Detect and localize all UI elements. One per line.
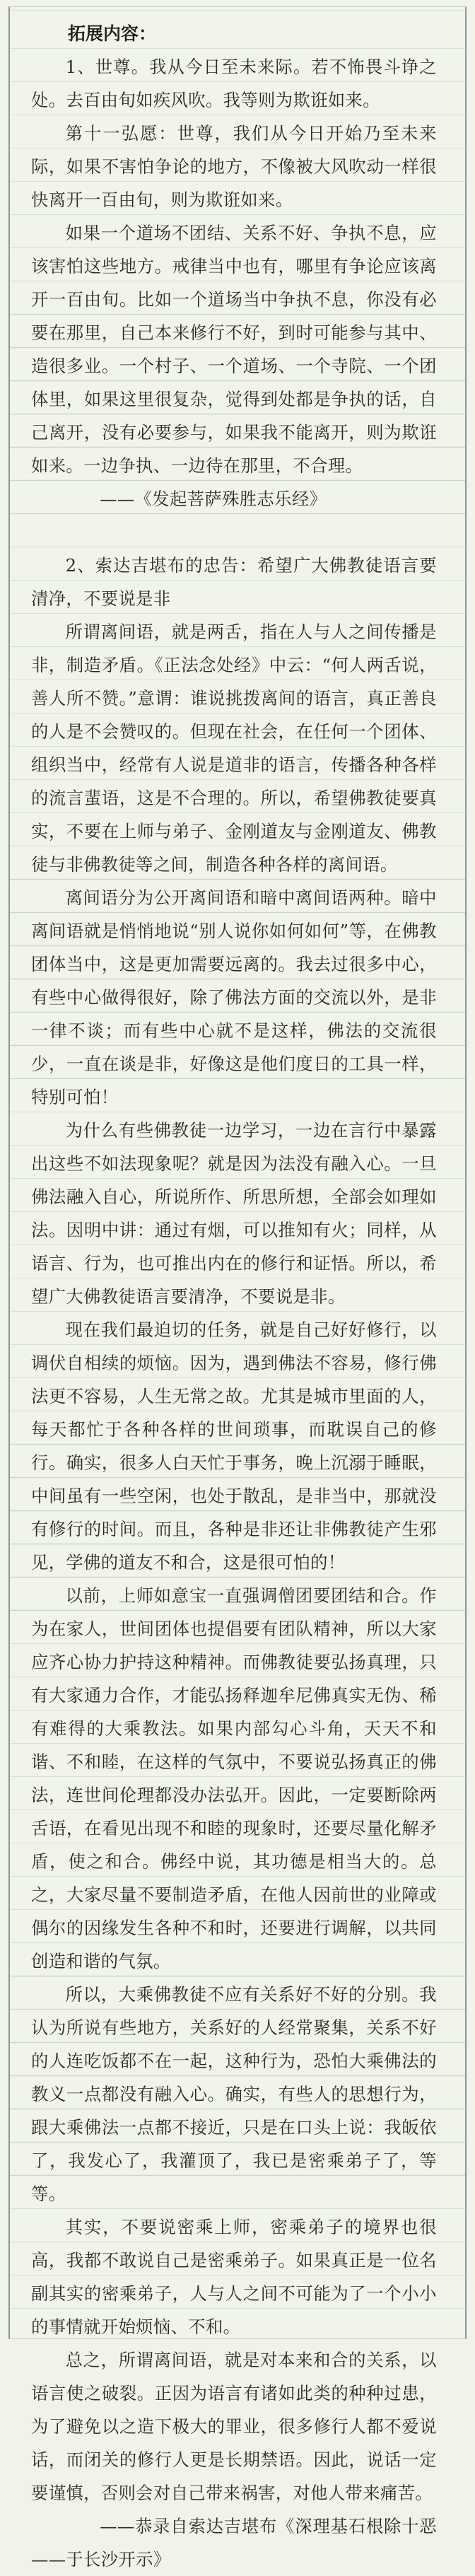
paragraph-dharma-mind: 为什么有些佛教徒一边学习，一边在言行中暴露出这些不如法现象呢？就是因为法没有融入心。一旦佛法融入自心，所说所作、所思所想，全部会如理如法。因明中讲：通过有烟，可以推知有火；同样，从语言、行为，也可推出内在的修行和证悟。所以，希望广大佛教徒语言要清净，不要说是非。 [31, 1120, 437, 1307]
document-page [8, 6, 467, 2570]
paragraph-conclusion: 总之，所谓离间语，就是对本来和合的关系，以语言使之破裂。正因为语言有诸如此类的种种过患，为了避免以之造下极大的罪业，很多修行人都不爱说话，而闭关的修行人更是长期禁语。因此，说话一定要谨慎，否则会对自己带来祸害，对他人带来痛苦。 [31, 2350, 437, 2503]
citation-teaching: ——恭录自索达吉堪布《深理基石根除十恶——于长沙开示》 [31, 2516, 437, 2570]
section-divider [31, 515, 437, 549]
paragraph-urgent-task: 现在我们最迫切的任务，就是自己好好修行，以调伏自相续的烦恼。因为，遇到佛法不容易，修行佛法更不容易，人生无常之故。尤其是城市里面的人，每天都忙于各种各样的世间琐事，而耽误自己的修行。确实，很多人白天忙于事务，晚上沉溺于睡眠，中间虽有一些空闲，也处于散乱，是非当中，那就没有修行的时间。而且，各种是非还让非佛教徒产生邪见，学佛的道友不和合，这是很可怕的！ [31, 1319, 437, 1573]
paragraph-vajrayana: 其实，不要说密乘上师，密乘弟子的境界也很高，我都不敢说自己是密乘弟子。如果真正是一位名副其实的密乘弟子，人与人之间不可能为了一个小小的事情就开始烦恼、不和。 [31, 2217, 437, 2337]
page-heading: 拓展内容： [68, 23, 157, 44]
paragraph-section-title: 2、索达吉堪布的忠告：希望广大佛教徒语言要清净，不要说是非 [31, 555, 437, 609]
paragraph-harmony: 以前，上师如意宝一直强调僧团要团结和合。作为在家人，世间团体也提倡要有团队精神，所以大家应齐心协力护持这种精神。而佛教徒要弘扬真理，只有大家通力合作，才能弘扬释迦牟尼佛真实无伪、稀有难得的大乘教法。如果内部勾心斗角，天天不和谐、不和睦，在这样的气氛中，不要说弘扬真正的佛法，连世间伦理都没办法弘开。因此，一定要断除两舌语，在看见出现不和睦的现象时，还要尽量化解矛盾，使之和合。佛经中说，其功德是相当大的。总之，大家尽量不要制造矛盾，在他人因前世的业障或偶尔的因缘发生各种不和时，还要进行调解，以共同创造和谐的气氛。 [31, 1585, 437, 1971]
paragraph-divisive-speech: 所谓离间语，就是两舌，指在人与人之间传播是非，制造矛盾。《正法念处经》中云：“何人两舌说，善人所不赞。”意谓：谁说挑拨离间的语言，真正善良的人是不会赞叹的。但现在社会，在任何一个团体、组织当中，经常有人说是道非的语言，传播各种各样的流言蜚语，这是不合理的。所以，希望佛教徒要真实，不要在上师与弟子、金刚道友与金刚道友、佛教徒与非佛教徒等之间，制造各种各样的离间语。 [31, 622, 437, 875]
paragraph-relationships: 所以，大乘佛教徒不应有关系好不好的分别。我认为所说有些地方，关系好的人经常聚集，关系不好的人连吃饭都不在一起，这种行为，恐怕大乘佛法的教义一点都没有融入心。确实，有些人的思想行为，跟大乘佛法一点都不接近，只是在口头上说：我皈依了，我发心了，我灌顶了，我已是密乘弟子了，等等。 [31, 1984, 437, 2204]
paragraph-two-kinds: 离间语分为公开离间语和暗中离间语两种。暗中离间语就是悄悄地说“别人说你如何如何”等，在佛教团体当中，这是更加需要远离的。我去过很多中心，有些中心做得很好，除了佛法方面的交流以外，是非一律不谈；而有些中心就不是这样，佛法的交流很少，一直在谈是非，好像这是他们度日的工具一样，特别可怕！ [31, 887, 437, 1107]
paragraph-vow-explanation: 第十一弘愿：世尊，我们从今日开始乃至未来际，如果不害怕争论的地方，不像被大风吹动一样很快离开一百由旬，则为欺诳如来。 [31, 123, 437, 210]
paragraph-vow-original: 1、世尊。我从今日至未来际。若不怖畏斗诤之处。去百由旬如疾风吹。我等则为欺诳如来。 [31, 57, 437, 110]
paragraph-commentary: 如果一个道场不团结、关系不好、争执不息，应该害怕这些地方。戒律当中也有，哪里有争论应该离开一百由旬。比如一个道场当中争执不息，你没有必要在那里，自己本来修行不好，到时可能参与其中、造很多业。一个村子、一个道场、一个寺院、一个团体里，如果这里很复杂，觉得到处都是争执的话，自己离开，没有必要参与，如果我不能离开，则为欺诳如来。一边争执、一边待在那里，不合理。 [31, 223, 437, 476]
citation-sutra: ——《发起菩萨殊胜志乐经》 [100, 489, 327, 509]
